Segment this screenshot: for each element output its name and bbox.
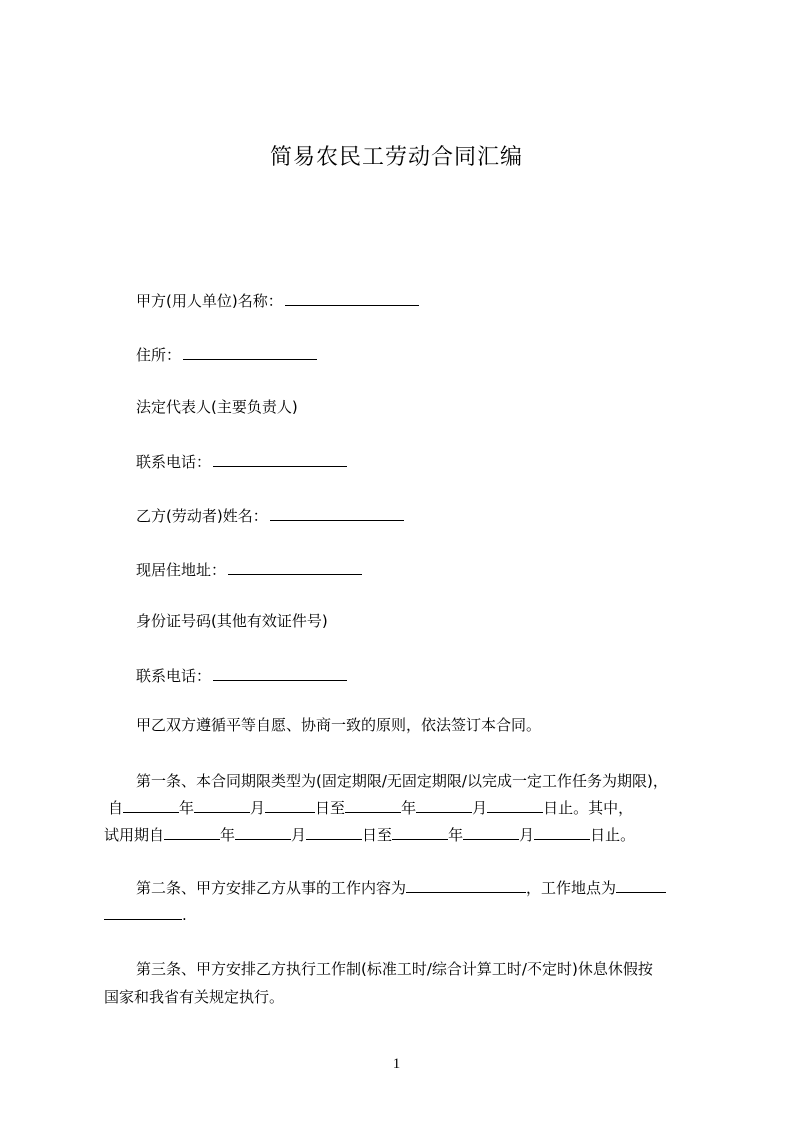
- party-a-address-label: 住所：: [136, 346, 182, 364]
- trial-end-day-blank[interactable]: [534, 825, 590, 840]
- trial-from-label: 试用期自: [104, 826, 165, 844]
- end-month-blank[interactable]: [416, 798, 472, 813]
- end-year-blank[interactable]: [345, 798, 401, 813]
- article3-text-1: 第三条、甲方安排乙方执行工作制(标准工时/综合计算工时/不定时)休息休假按: [136, 960, 653, 978]
- day-to-label: 日至: [362, 826, 393, 844]
- page-title: 简易农民工劳动合同汇编: [269, 145, 523, 170]
- party-b-phone-blank[interactable]: [213, 665, 347, 681]
- party-a-name-line: [136, 290, 419, 311]
- day-to-label: 日至: [315, 799, 346, 817]
- party-a-phone-line: [136, 451, 347, 472]
- article1-line1: [136, 766, 736, 796]
- intro-line: [136, 715, 541, 735]
- page-number: 1: [392, 1056, 401, 1072]
- work-location-blank-2[interactable]: [104, 905, 182, 920]
- party-a-legal-rep-label: 法定代表人(主要负责人): [136, 398, 298, 416]
- party-a-legal-rep-line: [136, 397, 298, 417]
- day-end-label: 日止。其中，: [543, 799, 634, 817]
- party-a-address-line: [136, 344, 317, 365]
- article1-line2: [108, 793, 708, 823]
- end-day-blank[interactable]: [487, 798, 543, 813]
- article3-text-2: 国家和我省有关规定执行。: [104, 988, 285, 1006]
- party-a-name-label: 甲方(用人单位)名称：: [136, 292, 283, 310]
- article2-line1: [136, 873, 736, 903]
- party-a-address-blank[interactable]: [183, 344, 317, 360]
- intro-text: 甲乙双方遵循平等自愿、协商一致的原则，依法签订本合同。: [136, 716, 542, 734]
- year-label: 年: [179, 799, 195, 817]
- year-label: 年: [448, 826, 464, 844]
- month-label: 月: [250, 799, 266, 817]
- trial-start-month-blank[interactable]: [235, 825, 291, 840]
- start-day-blank[interactable]: [265, 798, 315, 813]
- article1-from: 自: [108, 799, 124, 817]
- year-label: 年: [220, 826, 236, 844]
- trial-start-year-blank[interactable]: [164, 825, 220, 840]
- party-b-address-label: 现居住地址：: [136, 561, 227, 579]
- start-month-blank[interactable]: [194, 798, 250, 813]
- article2-mid: ，工作地点为: [526, 879, 617, 897]
- party-a-phone-blank[interactable]: [213, 451, 347, 467]
- party-b-phone-line: [136, 665, 347, 686]
- article2-line2: [104, 900, 704, 930]
- article1-line3: [104, 820, 704, 850]
- party-b-address-blank[interactable]: [228, 559, 362, 575]
- party-a-name-blank[interactable]: [285, 290, 419, 306]
- party-a-phone-label: 联系电话：: [136, 453, 212, 471]
- party-b-phone-label: 联系电话：: [136, 667, 212, 685]
- month-label: 月: [519, 826, 535, 844]
- article1-text: 第一条、本合同期限类型为(固定期限/无固定期限/以完成一定工作任务为期限)，: [136, 772, 668, 790]
- month-label: 月: [291, 826, 307, 844]
- party-b-name-blank[interactable]: [270, 505, 404, 521]
- work-location-blank-1[interactable]: [616, 878, 666, 893]
- trial-end-month-blank[interactable]: [463, 825, 519, 840]
- year-label: 年: [401, 799, 417, 817]
- trial-start-day-blank[interactable]: [306, 825, 362, 840]
- month-label: 月: [472, 799, 488, 817]
- article3-line2: [104, 982, 704, 1012]
- article2-end: .: [182, 906, 187, 924]
- article3-line1: [136, 954, 736, 984]
- party-b-name-label: 乙方(劳动者)姓名：: [136, 507, 268, 525]
- party-b-address-line: [136, 559, 362, 580]
- start-year-blank[interactable]: [123, 798, 179, 813]
- work-content-blank[interactable]: [406, 878, 526, 893]
- trial-end-year-blank[interactable]: [392, 825, 448, 840]
- trial-end-label: 日止。: [590, 826, 636, 844]
- party-b-id-label: 身份证号码(其他有效证件号): [136, 612, 328, 630]
- article2-text: 第二条、甲方安排乙方从事的工作内容为: [136, 879, 407, 897]
- party-b-name-line: [136, 505, 404, 526]
- party-b-id-line: [136, 611, 328, 631]
